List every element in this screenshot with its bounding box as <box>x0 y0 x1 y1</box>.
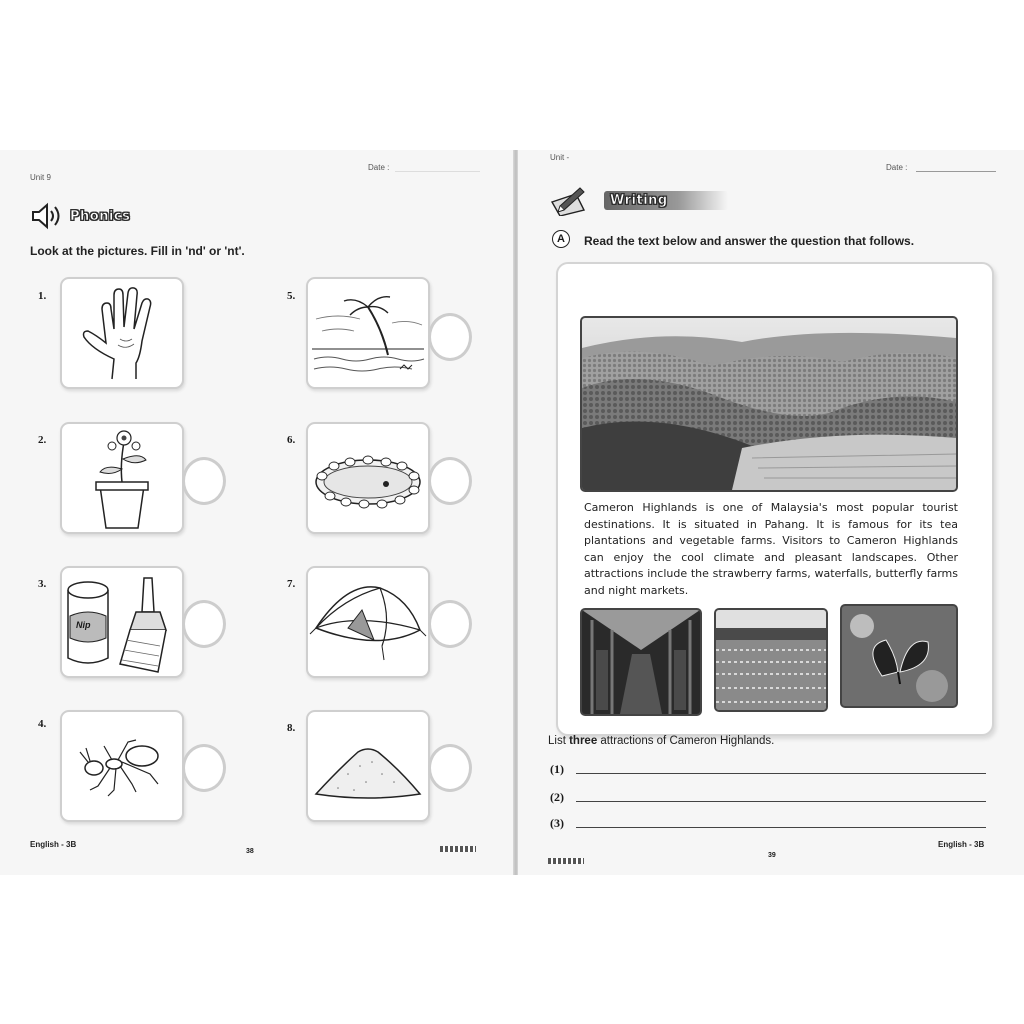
answer-ring[interactable] <box>182 600 226 648</box>
picture-card-ant <box>60 710 184 822</box>
answer-label: (3) <box>550 816 564 830</box>
answer-line[interactable] <box>576 827 986 828</box>
tent-picture <box>308 568 428 676</box>
butterfly-photo <box>840 604 958 708</box>
ant-picture <box>62 712 182 820</box>
item-number: 4. <box>38 718 47 730</box>
unit-label: Unit - <box>550 153 570 162</box>
item-number: 2. <box>38 434 47 446</box>
footer-label: English - 3B <box>938 840 985 849</box>
passage-text: Cameron Highlands is one of Malaysia's most popular tourist destinations. It is situated in Pahang. It is famous for its tea plantations and vegetable farms. Visitors to Cameron Highlands can enjoy the cool climate and pleasant landscapes. Other attractions include the strawberry farms, waterfalls, butterfly farms and night markets. <box>584 501 958 597</box>
wind-picture <box>308 279 428 387</box>
answer-ring[interactable] <box>428 457 472 505</box>
greenhouse-image <box>582 610 700 714</box>
field-photo <box>714 608 828 712</box>
answer-line[interactable] <box>576 801 986 802</box>
publisher-logo <box>440 846 476 852</box>
date-line <box>395 171 480 172</box>
answer-ring[interactable] <box>428 313 472 361</box>
butterfly-image <box>842 606 956 706</box>
section-title: Phonics <box>70 208 131 224</box>
phonics-header <box>30 202 130 230</box>
item-number: 8. <box>287 722 296 734</box>
picture-card-paint <box>60 566 184 678</box>
page-number: 39 <box>768 852 776 859</box>
answer-ring[interactable] <box>182 457 226 505</box>
date-label: Date : <box>886 163 908 172</box>
sand-picture <box>308 712 428 820</box>
page-number: 38 <box>246 848 254 855</box>
picture-card-tent <box>306 566 430 678</box>
date-line <box>916 171 996 172</box>
answer-line[interactable] <box>576 773 986 774</box>
item-number: 3. <box>38 578 47 590</box>
writing-header <box>550 184 728 216</box>
footer-label: English - 3B <box>30 840 77 849</box>
instruction-text: Look at the pictures. Fill in 'nd' or 'nt'. <box>30 244 245 258</box>
item-number: 7. <box>287 578 296 590</box>
strawberry-farm-photo <box>580 608 702 716</box>
picture-card-wind <box>306 277 430 389</box>
picture-card-hand <box>60 277 184 389</box>
answer-row-1[interactable] <box>550 762 986 777</box>
section-title: Writing <box>604 191 728 210</box>
question-text: List three attractions of Cameron Highlands. <box>548 735 775 747</box>
answer-label: (1) <box>550 762 564 776</box>
unit-label: Unit 9 <box>30 173 51 182</box>
hand-picture <box>62 279 182 387</box>
picture-card-pond <box>306 422 430 534</box>
right-page <box>518 150 1024 875</box>
answer-ring[interactable] <box>428 744 472 792</box>
pond-picture <box>308 424 428 532</box>
item-number: 1. <box>38 290 47 302</box>
part-label-circle: A <box>552 230 570 248</box>
item-number: 5. <box>287 290 296 302</box>
answer-row-3[interactable] <box>550 816 986 831</box>
pencil-paper-icon <box>550 184 598 216</box>
answer-row-2[interactable] <box>550 790 986 805</box>
instruction-text: Read the text below and answer the question that follows. <box>584 234 915 248</box>
highlands-photo <box>580 316 958 492</box>
date-label: Date : <box>368 163 390 172</box>
emphasis-word: three <box>569 735 598 747</box>
left-page <box>0 150 515 875</box>
answer-label: (2) <box>550 790 564 804</box>
answer-ring[interactable] <box>428 600 472 648</box>
item-number: 6. <box>287 434 296 446</box>
speaker-icon <box>30 202 64 230</box>
paint-can-label: Nip <box>76 620 91 630</box>
picture-card-sand <box>306 710 430 822</box>
publisher-logo <box>548 858 584 864</box>
picture-card-plant <box>60 422 184 534</box>
flower-field-image <box>716 610 826 710</box>
answer-ring[interactable] <box>182 744 226 792</box>
plant-picture <box>62 424 182 532</box>
tea-plantation-image <box>582 318 956 490</box>
